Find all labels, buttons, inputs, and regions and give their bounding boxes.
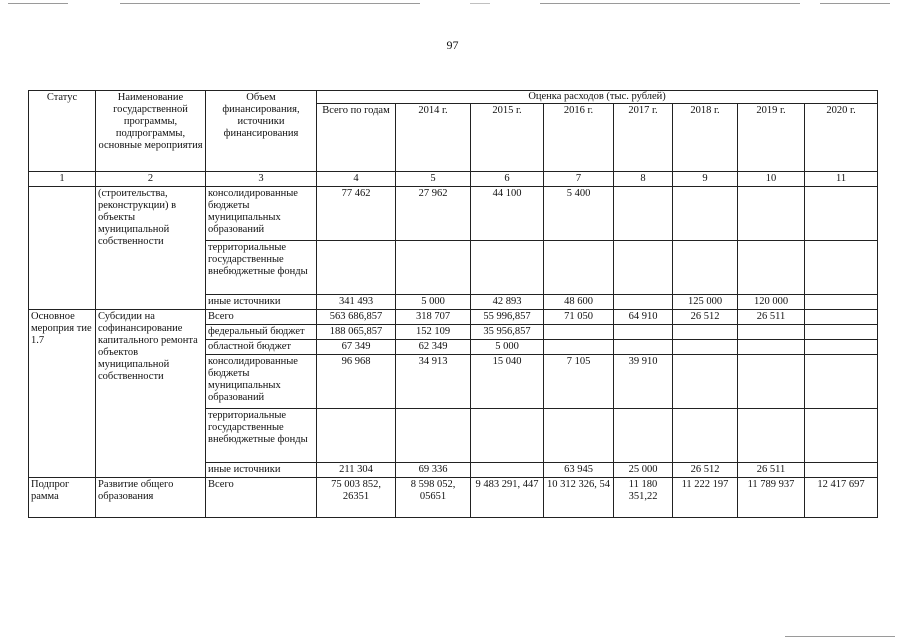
row-status: Основное мероприя тие 1.7 bbox=[29, 310, 96, 478]
cell-value: 7 105 bbox=[544, 355, 614, 409]
cell-value: 8 598 052, 05651 bbox=[396, 478, 471, 518]
cell-value bbox=[805, 241, 878, 295]
cell-value: 42 893 bbox=[471, 295, 544, 310]
cell-value: 341 493 bbox=[317, 295, 396, 310]
column-number: 10 bbox=[738, 172, 805, 187]
cell-value: 5 400 bbox=[544, 187, 614, 241]
column-number: 8 bbox=[614, 172, 673, 187]
cell-value bbox=[471, 241, 544, 295]
scan-artifact-line bbox=[540, 3, 800, 4]
cell-value bbox=[738, 409, 805, 463]
cell-value: 5 000 bbox=[396, 295, 471, 310]
cell-value: 25 000 bbox=[614, 463, 673, 478]
scan-artifact-line bbox=[820, 3, 890, 4]
row-source: областной бюджет bbox=[206, 340, 317, 355]
header-year: 2016 г. bbox=[544, 104, 614, 172]
financing-table bbox=[28, 90, 878, 518]
cell-value: 67 349 bbox=[317, 340, 396, 355]
column-number: 11 bbox=[805, 172, 878, 187]
table-row bbox=[29, 310, 878, 325]
cell-value bbox=[614, 295, 673, 310]
cell-value bbox=[738, 340, 805, 355]
header-estimate: Оценка расходов (тыс. рублей) bbox=[317, 91, 878, 104]
row-source: Всего bbox=[206, 478, 317, 518]
cell-value: 96 968 bbox=[317, 355, 396, 409]
cell-value bbox=[614, 340, 673, 355]
row-source: иные источники bbox=[206, 295, 317, 310]
cell-value bbox=[738, 325, 805, 340]
cell-value: 62 349 bbox=[396, 340, 471, 355]
cell-value bbox=[738, 241, 805, 295]
cell-value bbox=[738, 187, 805, 241]
column-number: 1 bbox=[29, 172, 96, 187]
cell-value: 39 910 bbox=[614, 355, 673, 409]
cell-value bbox=[673, 241, 738, 295]
cell-value: 11 222 197 bbox=[673, 478, 738, 518]
cell-value: 5 000 bbox=[471, 340, 544, 355]
cell-value bbox=[544, 241, 614, 295]
cell-value: 12 417 697 bbox=[805, 478, 878, 518]
cell-value bbox=[317, 241, 396, 295]
cell-value: 26 512 bbox=[673, 463, 738, 478]
scan-artifact-line bbox=[785, 636, 895, 637]
column-number: 6 bbox=[471, 172, 544, 187]
cell-value bbox=[614, 325, 673, 340]
row-source: консолидированные бюджеты муниципальных образований bbox=[206, 187, 317, 241]
cell-value bbox=[396, 241, 471, 295]
header-year: 2017 г. bbox=[614, 104, 673, 172]
cell-value bbox=[738, 355, 805, 409]
cell-value: 152 109 bbox=[396, 325, 471, 340]
row-source: консолидированные бюджеты муниципальных образований bbox=[206, 355, 317, 409]
header-year: 2018 г. bbox=[673, 104, 738, 172]
cell-value bbox=[673, 325, 738, 340]
column-number-row bbox=[29, 172, 878, 187]
header-name: Наименование государственной программы, подпрограммы, основные мероприятия bbox=[96, 91, 206, 172]
cell-value: 26 512 bbox=[673, 310, 738, 325]
cell-value bbox=[544, 340, 614, 355]
header-year: 2020 г. bbox=[805, 104, 878, 172]
row-source: федеральный бюджет bbox=[206, 325, 317, 340]
cell-value bbox=[544, 409, 614, 463]
cell-value bbox=[614, 241, 673, 295]
cell-value: 71 050 bbox=[544, 310, 614, 325]
row-source: Всего bbox=[206, 310, 317, 325]
row-name: Развитие общего образования bbox=[96, 478, 206, 518]
table-row bbox=[29, 478, 878, 518]
cell-value bbox=[805, 340, 878, 355]
cell-value bbox=[673, 187, 738, 241]
cell-value: 64 910 bbox=[614, 310, 673, 325]
row-status bbox=[29, 187, 96, 310]
cell-value bbox=[614, 409, 673, 463]
cell-value bbox=[673, 340, 738, 355]
table-row bbox=[29, 187, 878, 241]
cell-value bbox=[805, 310, 878, 325]
cell-value: 125 000 bbox=[673, 295, 738, 310]
cell-value: 35 956,857 bbox=[471, 325, 544, 340]
cell-value bbox=[317, 409, 396, 463]
cell-value bbox=[805, 187, 878, 241]
cell-value bbox=[673, 355, 738, 409]
cell-value: 69 336 bbox=[396, 463, 471, 478]
cell-value: 34 913 bbox=[396, 355, 471, 409]
row-status: Подпрог рамма bbox=[29, 478, 96, 518]
cell-value: 9 483 291, 447 bbox=[471, 478, 544, 518]
header-year: 2019 г. bbox=[738, 104, 805, 172]
cell-value: 188 065,857 bbox=[317, 325, 396, 340]
row-source: территориальные государственные внебюджетные фонды bbox=[206, 409, 317, 463]
cell-value bbox=[673, 409, 738, 463]
column-number: 9 bbox=[673, 172, 738, 187]
row-source: иные источники bbox=[206, 463, 317, 478]
column-number: 2 bbox=[96, 172, 206, 187]
cell-value bbox=[805, 325, 878, 340]
cell-value: 120 000 bbox=[738, 295, 805, 310]
cell-value: 15 040 bbox=[471, 355, 544, 409]
cell-value bbox=[471, 463, 544, 478]
cell-value bbox=[614, 187, 673, 241]
scan-artifact-line bbox=[8, 3, 68, 4]
row-name: Субсидии на софинансирование капитального ремонта объектов муниципальной собственности bbox=[96, 310, 206, 478]
cell-value: 211 304 bbox=[317, 463, 396, 478]
header-status: Статус bbox=[29, 91, 96, 172]
cell-value: 55 996,857 bbox=[471, 310, 544, 325]
cell-value: 11 789 937 bbox=[738, 478, 805, 518]
cell-value: 318 707 bbox=[396, 310, 471, 325]
cell-value: 10 312 326, 54 bbox=[544, 478, 614, 518]
header-year: 2014 г. bbox=[396, 104, 471, 172]
header-volume: Объем финансирования, источники финансирования bbox=[206, 91, 317, 172]
cell-value bbox=[805, 295, 878, 310]
cell-value: 48 600 bbox=[544, 295, 614, 310]
cell-value: 44 100 bbox=[471, 187, 544, 241]
cell-value bbox=[805, 409, 878, 463]
page-number: 97 bbox=[446, 38, 459, 52]
column-number: 4 bbox=[317, 172, 396, 187]
cell-value: 27 962 bbox=[396, 187, 471, 241]
cell-value: 63 945 bbox=[544, 463, 614, 478]
cell-value: 75 003 852, 26351 bbox=[317, 478, 396, 518]
scan-artifact-line bbox=[120, 3, 420, 4]
column-number: 5 bbox=[396, 172, 471, 187]
header-year: Всего по годам bbox=[317, 104, 396, 172]
cell-value bbox=[471, 409, 544, 463]
cell-value: 77 462 bbox=[317, 187, 396, 241]
cell-value bbox=[396, 409, 471, 463]
scan-artifact-line bbox=[470, 3, 490, 4]
cell-value: 563 686,857 bbox=[317, 310, 396, 325]
column-number: 3 bbox=[206, 172, 317, 187]
cell-value bbox=[805, 463, 878, 478]
header-row bbox=[29, 91, 878, 104]
row-source: территориальные государственные внебюджетные фонды bbox=[206, 241, 317, 295]
cell-value: 26 511 bbox=[738, 463, 805, 478]
header-year: 2015 г. bbox=[471, 104, 544, 172]
column-number: 7 bbox=[544, 172, 614, 187]
cell-value bbox=[544, 325, 614, 340]
cell-value: 26 511 bbox=[738, 310, 805, 325]
cell-value: 11 180 351,22 bbox=[614, 478, 673, 518]
cell-value bbox=[805, 355, 878, 409]
row-name: (строительства, реконструкции) в объекты муниципальной собственности bbox=[96, 187, 206, 310]
